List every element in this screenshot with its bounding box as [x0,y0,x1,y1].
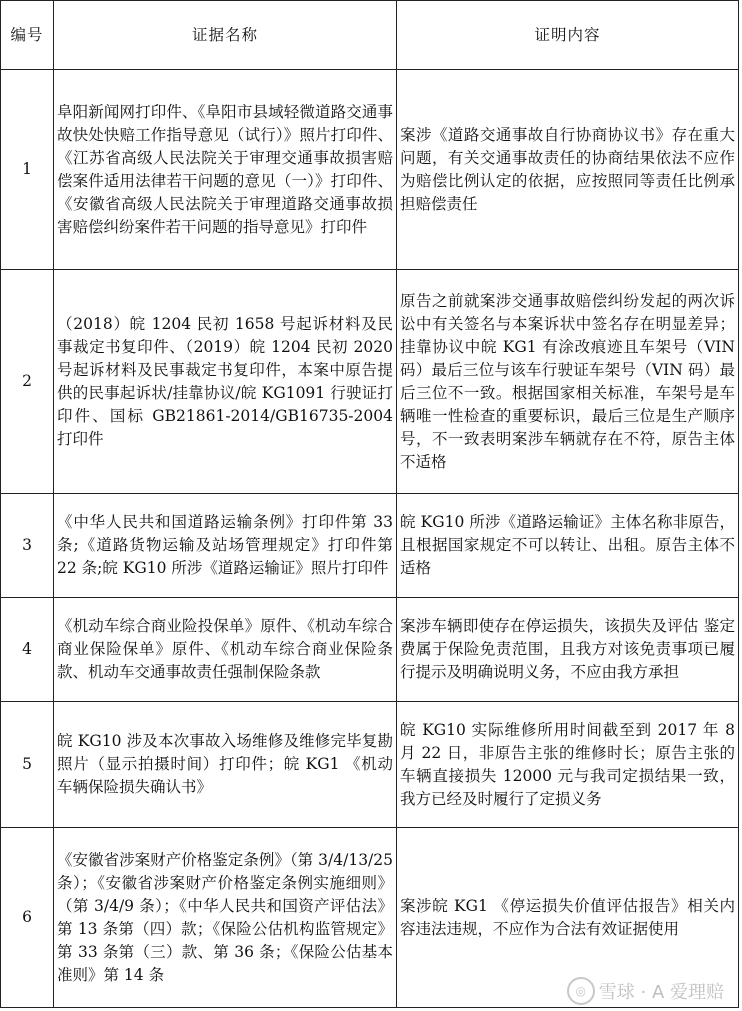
evidence-name-cell: 《安徽省涉案财产价格鉴定条例》（第 3/4/13/25 条）；《安徽省涉案财产价格鉴定条例实施细则》（第 3/4/9 条）；《中华人民共和国资产评估法》第 13 条第（四）款；《保险公估机构监管规定》第 33 条第（三）款、第 36 条；《保险公估基本准则》第 14 条 [54,828,397,1008]
table-row [1,702,739,828]
snowball-logo-icon: ◎ [567,977,595,1005]
evidence-name-cell: （2018）皖 1204 民初 1658 号起诉材料及民事裁定书复印件、（2019）皖 1204 民初 2020 号起诉材料及民事裁定书复印件，本案中原告提供的民事起诉状/挂靠协议/皖 KG1091 行驶证打印件、国标 GB21861-2014/GB16735-2004 打印件 [54,270,397,494]
proof-content-cell: 原告之前就案涉交通事故赔偿纠纷发起的两次诉讼中有关签名与本案诉状中签名存在明显差异；挂靠协议中皖 KG1 有涂改痕迹且车架号（VIN 码）最后三位与该车行驶证车架号（VIN 码）最后三位不一致。根据国家相关标准，车架号是车辆唯一性检查的重要标识，最后三位是生产顺序号，不一致表明案涉车辆就存在不符，原告主体不适格 [397,270,739,494]
header-proof-content: 证明内容 [397,1,739,70]
proof-content-cell: 案涉皖 KG1 《停运损失价值评估报告》相关内容违法违规，不应作为合法有效证据使用 [397,828,739,1008]
header-evidence-name: 证据名称 [54,1,397,70]
cropped-column-edge [738,0,742,70]
row-number: 6 [1,828,54,1008]
proof-content-cell: 案涉车辆即使存在停运损失，该损失及评估 鉴定费属于保险免责范围，且我方对该免责事项已履行提示及明确说明义务，不应由我方承担 [397,598,739,702]
evidence-name-cell: 皖 KG10 涉及本次事故入场维修及维修完毕复勘照片（显示拍摄时间）打印件；皖 KG1 《机动车辆保险损失确认书》 [54,702,397,828]
row-number: 1 [1,70,54,270]
proof-content-cell: 皖 KG10 实际维修所用时间截至到 2017 年 8 月 22 日，非原告主张的维修时长；原告主张的车辆直接损失 12000 元与我司定损结果一致，我方已经及时履行了定损义务 [397,702,739,828]
table-header-row [1,1,739,70]
row-number: 2 [1,270,54,494]
proof-content-cell: 皖 KG10 所涉《道路运输证》主体名称非原告，且根据国家规定不可以转让、出租。原告主体不适格 [397,494,739,598]
evidence-name-cell: 《机动车综合商业险投保单》原件、《机动车综合商业保险保单》原件、《机动车综合商业保险条款、机动车交通事故责任强制保险条款 [54,598,397,702]
evidence-name-cell: 《中华人民共和国道路运输条例》打印件第 33 条;《道路货物运输及站场管理规定》打印件第 22 条;皖 KG10 所涉《道路运输证》照片打印件 [54,494,397,598]
row-number: 3 [1,494,54,598]
watermark [567,977,724,1005]
header-number: 编号 [1,1,54,70]
evidence-name-cell: 阜阳新闻网打印件、《阜阳市县域轻微道路交通事故快处快赔工作指导意见（试行）》照片打印件、《江苏省高级人民法院关于审理交通事故损害赔偿案件适用法律若干问题的意见（一）》打印件、《安徽省高级人民法院关于审理道路交通事故损害赔偿纠纷案件若干问题的指导意见》打印件 [54,70,397,270]
table-row [1,270,739,494]
table-row [1,494,739,598]
table-row [1,598,739,702]
table-row [1,70,739,270]
row-number: 5 [1,702,54,828]
proof-content-cell: 案涉《道路交通事故自行协商协议书》存在重大问题，有关交通事故责任的协商结果依法不应作为赔偿比例认定的依据，应按照同等责任比例承担赔偿责任 [397,70,739,270]
row-number: 4 [1,598,54,702]
watermark-text: 雪球 · A 爱理赔 [598,982,724,1003]
